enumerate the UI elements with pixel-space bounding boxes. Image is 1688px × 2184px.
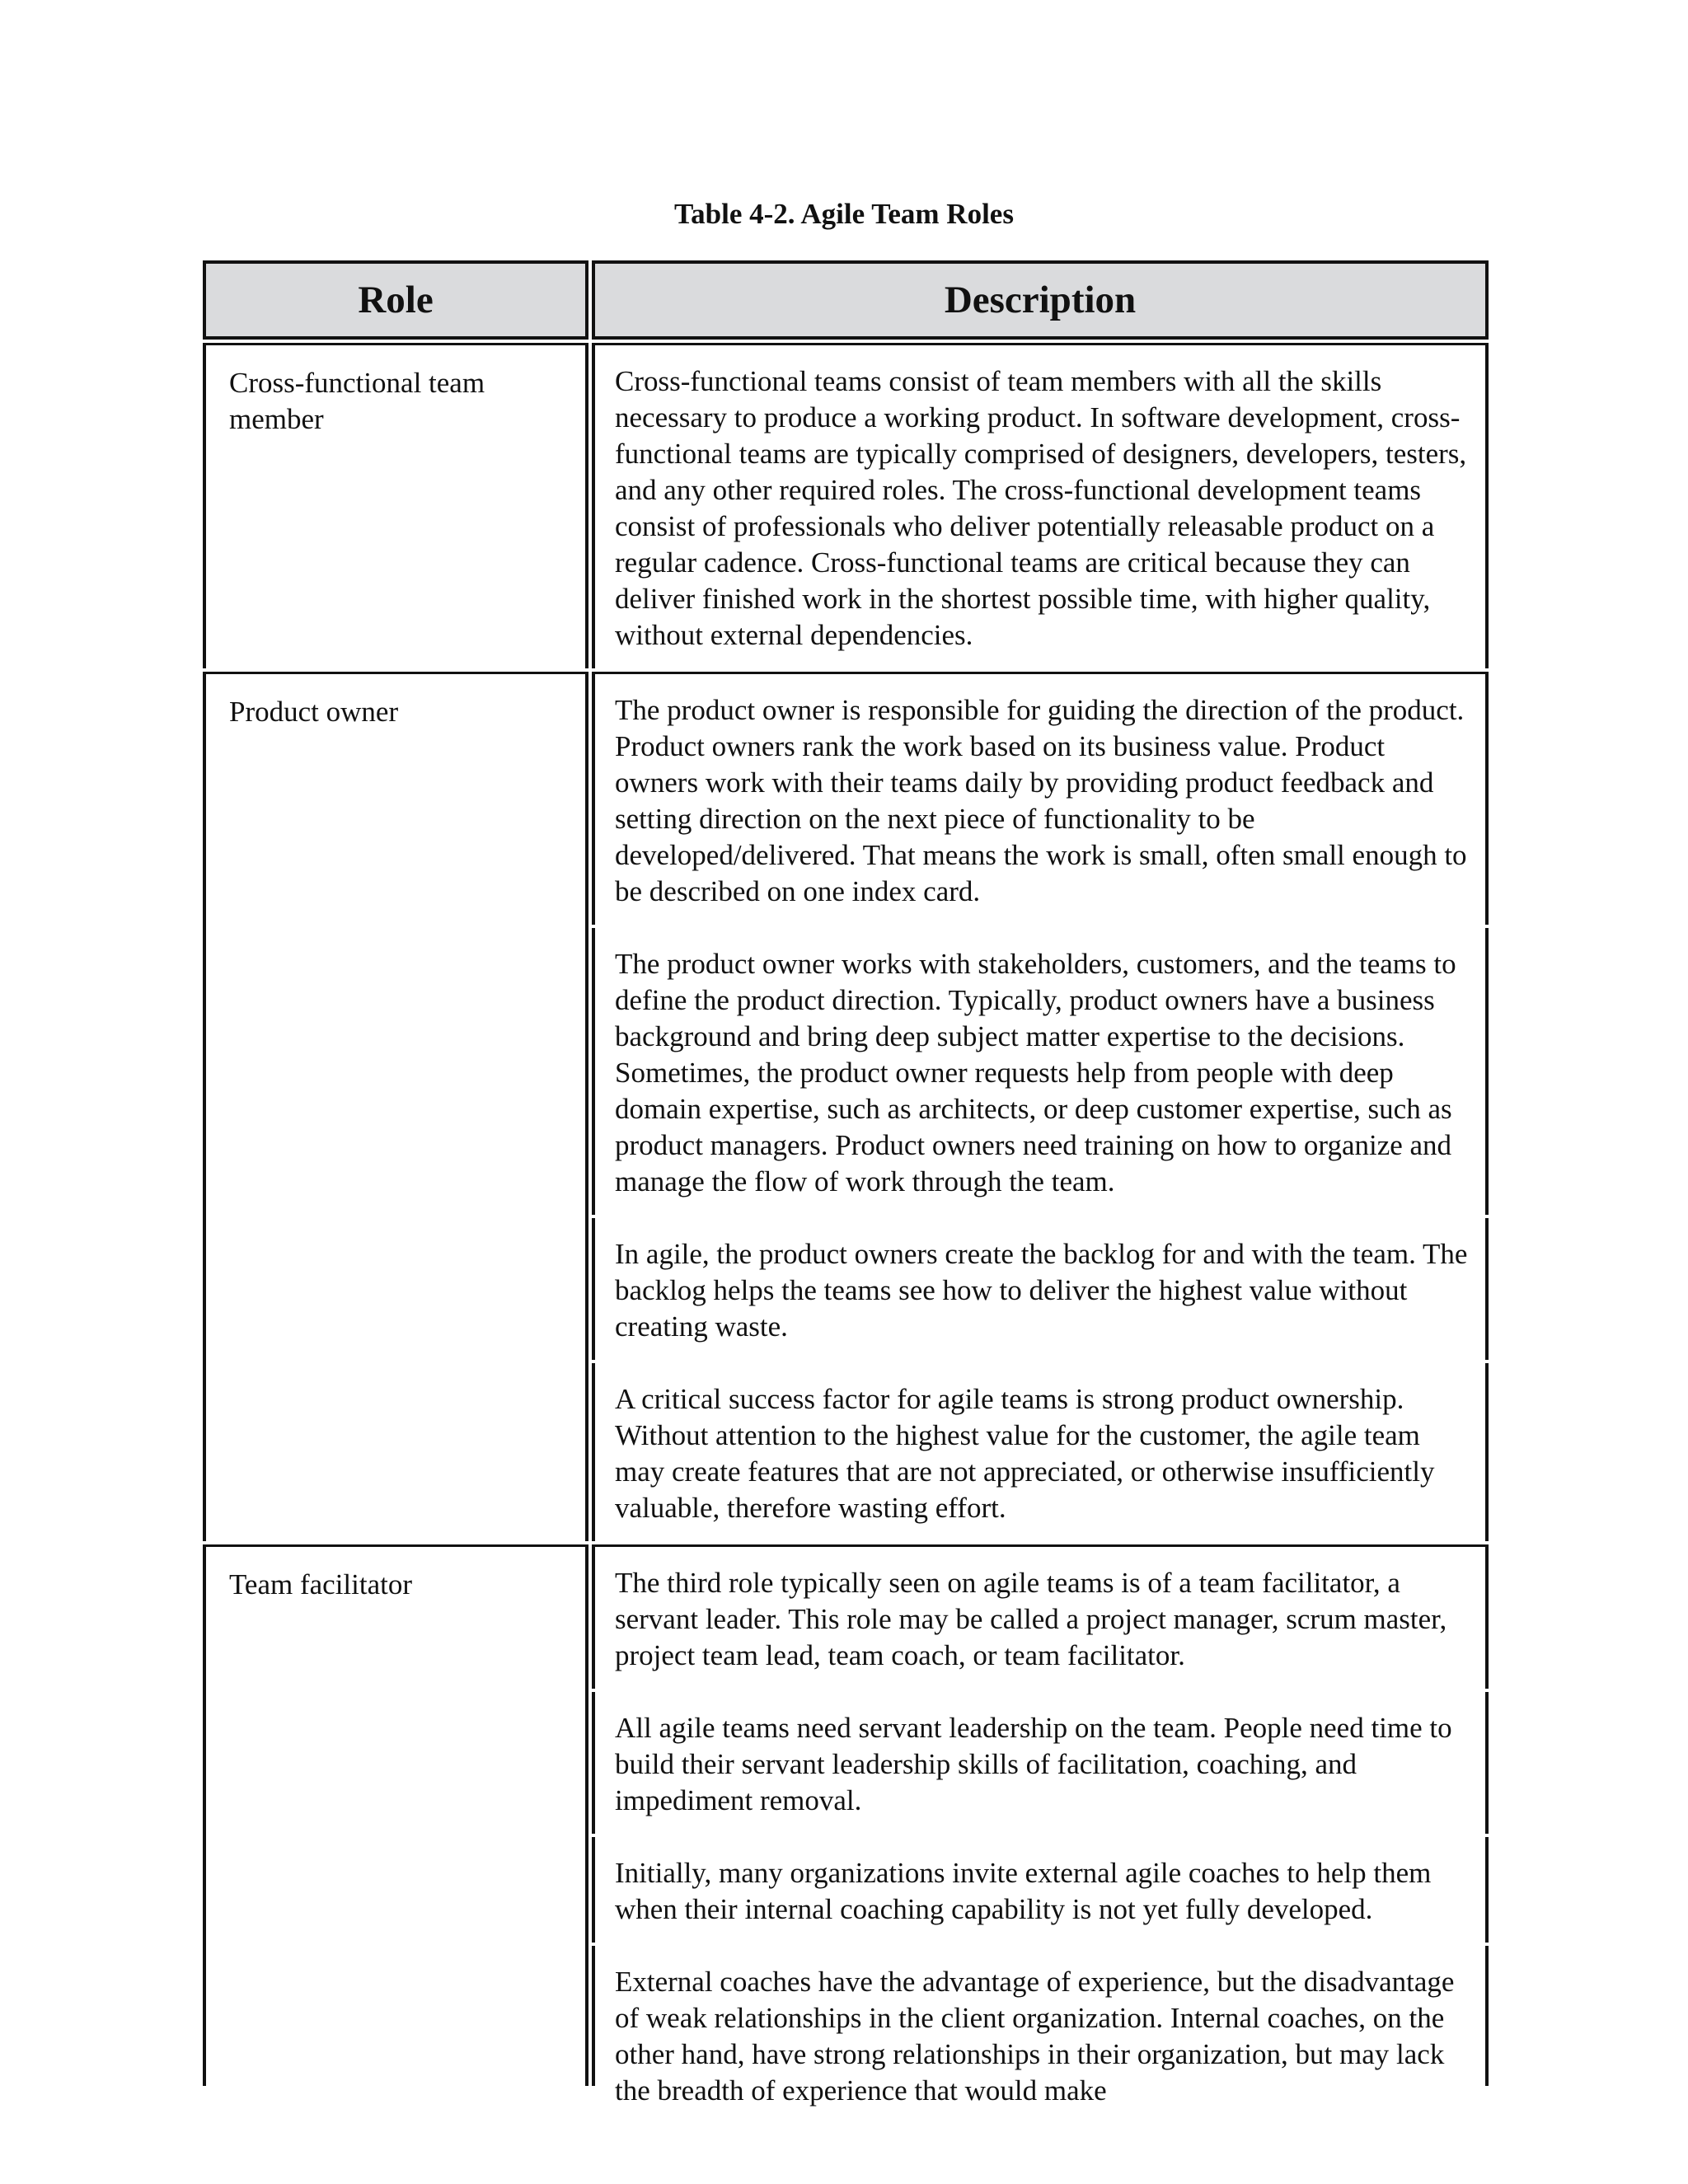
description-paragraph: The product owner is responsible for guiding the direction of the product. Product owners rank the work based on its business value. Product owners work with their teams daily by providing product feedback and setting direction on the next piece of functionality to be developed/delivered. That means the work is small, often small enough to be described on one index card. — [592, 672, 1489, 925]
role-cell: Team facilitator — [203, 1544, 588, 2086]
description-paragraph: External coaches have the advantage of experience, but the disadvantage of weak relationships in the client organization. Internal coaches, on the other hand, have strong relationships in their organization, but may lack the breadth of experience that would make — [592, 1946, 1489, 2086]
table-title: Table 4-2. Agile Team Roles — [674, 198, 1014, 230]
description-cell — [592, 343, 1489, 668]
description-paragraph: All agile teams need servant leadership on the team. People need time to build their servant leadership skills of facilitation, coaching, and impediment removal. — [592, 1692, 1489, 1834]
table-row — [203, 343, 1489, 668]
description-paragraph: Initially, many organizations invite external agile coaches to help them when their internal coaching capability is not yet fully developed. — [592, 1837, 1489, 1943]
description-cell — [592, 1544, 1489, 2107]
description-paragraph: The third role typically seen on agile teams is of a team facilitator, a servant leader. This role may be called a project manager, scrum master, project team lead, team coach, or team facilitator. — [592, 1544, 1489, 1689]
header-role: Role — [203, 260, 588, 340]
description-cell — [592, 672, 1489, 1541]
description-paragraph: In agile, the product owners create the backlog for and with the team. The backlog helps the teams see how to deliver the highest value without creating waste. — [592, 1218, 1489, 1360]
table-row — [203, 1544, 1489, 2107]
agile-team-roles-table — [203, 260, 1489, 2107]
description-paragraph: The product owner works with stakeholders, customers, and the teams to define the product direction. Typically, product owners have a business background and bring deep subject matter expertise to the decisions. Sometimes, the product owner requests help from people with deep domain expertise, such as architects, or deep customer expertise, such as product managers. Product owners need training on how to organize and manage the flow of work through the team. — [592, 928, 1489, 1215]
header-description: Description — [592, 260, 1489, 340]
table-header-row — [203, 260, 1489, 340]
role-cell: Cross-functional team member — [203, 343, 588, 668]
description-paragraph: Cross-functional teams consist of team members with all the skills necessary to produce a working product. In software development, cross-functional teams are typically comprised of designers, developers, testers, and any other required roles. The cross-functional development teams consist of professionals who deliver potentially releasable product on a regular cadence. Cross-functional teams are critical because they can deliver finished work in the shortest possible time, with higher quality, without external dependencies. — [592, 343, 1489, 668]
description-paragraph: A critical success factor for agile teams is strong product ownership. Without attention to the highest value for the customer, the agile team may create features that are not appreciated, or otherwise insufficiently valuable, therefore wasting effort. — [592, 1363, 1489, 1541]
table-row — [203, 672, 1489, 1541]
role-cell: Product owner — [203, 672, 588, 1541]
